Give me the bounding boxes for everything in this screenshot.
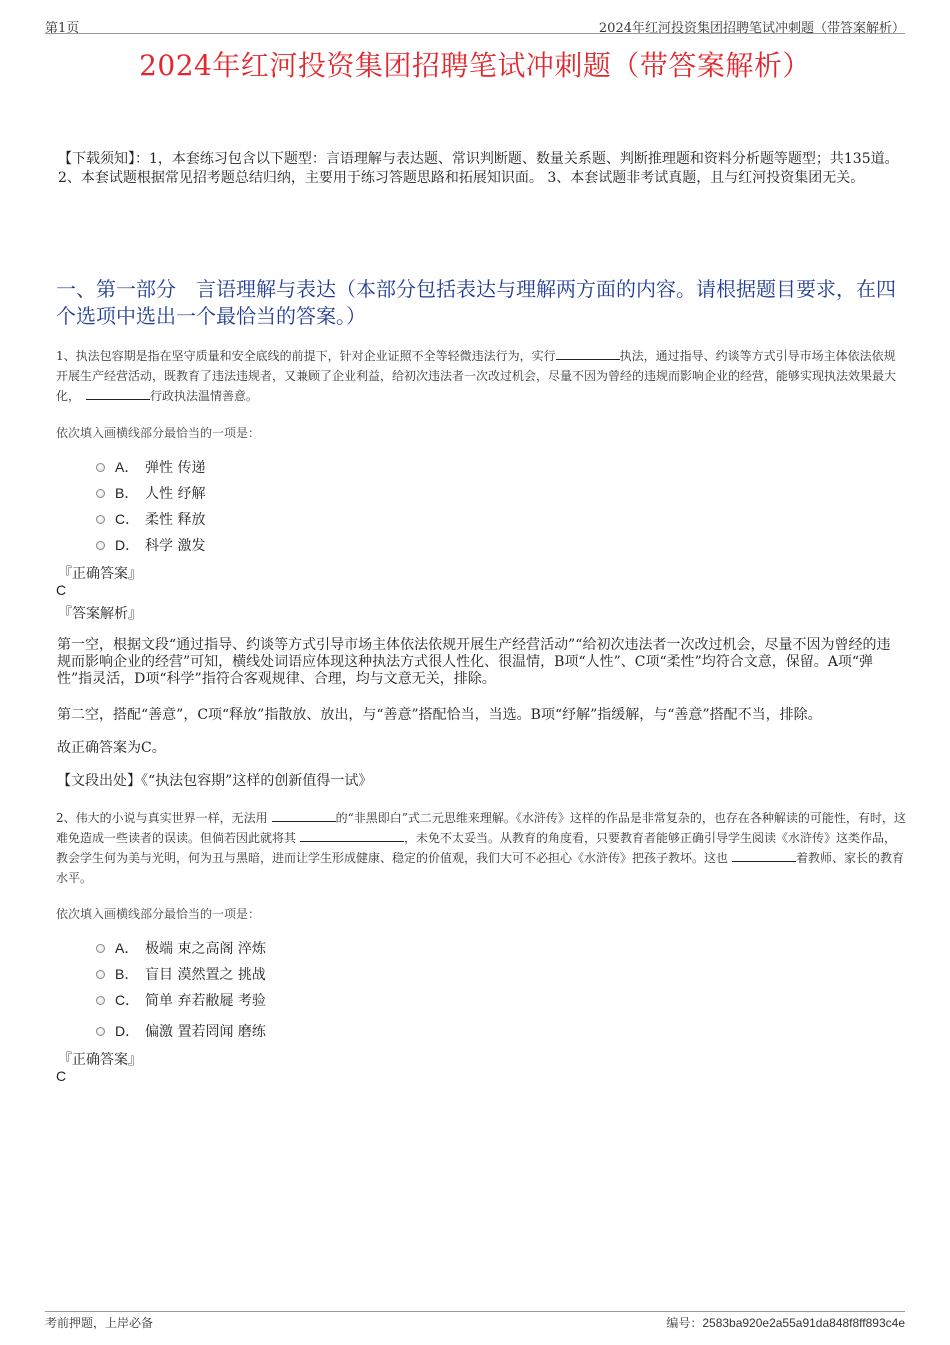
option-letter: C． — [115, 511, 140, 527]
question-2-text-part: ，未免不太妥当。从教育的角度看，只要教育者能够正确引导学生阅读《水浒传》这类作品，教会学生何为美与光明，何为丑与黑暗，进而让学生形成健康、稳定的价值观，我们大可不必担心《水浒传》把孩子教坏。这也 — [56, 831, 897, 865]
analysis-label: 『答案解析』 — [58, 606, 142, 622]
section-heading: 一、第一部分 言语理解与表达（本部分包括表达与理解两方面的内容。请根据题目要求，在四个选项中选出一个最恰当的答案。） — [56, 277, 896, 328]
blank-line — [86, 387, 150, 400]
radio-button-icon[interactable] — [96, 463, 105, 472]
option-letter: A． — [115, 940, 139, 956]
header-rule — [45, 33, 905, 34]
footer-rule — [45, 1311, 905, 1312]
option-text: 弹性 传递 — [145, 460, 206, 476]
question-2-text-part: 2、伟大的小说与真实世界一样，无法用 — [56, 811, 268, 825]
blank-line — [300, 829, 404, 842]
radio-button-icon[interactable] — [96, 1027, 105, 1036]
option-text: 简单 弃若敝屣 考验 — [145, 993, 266, 1009]
question-2-text-part: 的“非黑即白”式二元思维来理解。《水浒传》这样的作品是非常复杂的，也存在各种解读的可能性，有时，这难免造成一些读者的误读。但倘若因此就将其 — [56, 811, 906, 845]
option-text: 盲目 漠然置之 挑战 — [145, 967, 266, 983]
option-text: 人性 纾解 — [145, 486, 206, 502]
analysis-paragraph-2: 第二空，搭配“善意”，C项“释放”指散放、放出，与“善意”搭配恰当，当选。B项“纾解”指缓解，与“善意”搭配不当，排除。 — [57, 707, 822, 723]
question-1-text-part: 1、执法包容期是指在坚守质量和安全底线的前提下，针对企业证照不全等轻微违法行为，实行 — [56, 349, 556, 363]
blank-line — [732, 849, 796, 862]
document-id-label: 编号： — [666, 1316, 703, 1330]
question-1-stem — [56, 346, 906, 406]
option-text: 极端 束之高阁 淬炼 — [145, 941, 266, 957]
question-2-option-d[interactable] — [96, 1021, 266, 1041]
correct-answer: C — [56, 1068, 67, 1084]
radio-button-icon[interactable] — [96, 541, 105, 550]
document-title: 2024年红河投资集团招聘笔试冲刺题（带答案解析） — [139, 49, 811, 82]
question-1-option-a[interactable] — [96, 457, 205, 477]
question-2-stem — [56, 808, 906, 888]
radio-button-icon[interactable] — [96, 944, 105, 953]
analysis-conclusion: 故正确答案为C。 — [57, 740, 166, 756]
passage-source: 【文段出处】《“执法包容期”这样的创新值得一试》 — [57, 773, 373, 789]
question-2-option-b[interactable] — [96, 964, 266, 984]
question-1-text-part: 执法，通过指导、约谈等方式引导市场主体依法依规开展生产经营活动，既教育了违法违规者，又兼顾了企业利益，给初次违法者一次改过机会，尽量不因为曾经的违规而影响企业的经营，能够实现执法效果最大化， — [56, 349, 897, 403]
option-text: 科学 激发 — [145, 538, 206, 554]
option-text: 偏激 置若罔闻 磨练 — [145, 1024, 266, 1040]
option-text: 柔性 释放 — [145, 512, 206, 528]
option-letter: B． — [115, 485, 139, 501]
question-2-prompt: 依次填入画横线部分最恰当的一项是： — [56, 907, 261, 921]
question-1-option-d[interactable] — [96, 535, 205, 555]
radio-button-icon[interactable] — [96, 515, 105, 524]
document-id — [666, 1314, 905, 1331]
analysis-paragraph-1: 第一空，根据文段“通过指导、约谈等方式引导市场主体依法依规开展生产经营活动”“给初次违法者一次改过机会，尽量不因为曾经的违规而影响企业的经营”可知，横线处词语应体现这种执法方式很人性化、很温情，B项“人性”、C项“柔性”均符合文意，保留。A项“弹性”指灵活，D项“科学”指符合客观规律、合理，均与文意无关，排除。 — [57, 637, 891, 687]
blank-line — [272, 809, 336, 822]
question-1-text-part: 行政执法温情善意。 — [150, 389, 259, 403]
page-number: 第1页 — [45, 21, 80, 36]
download-notice: 【下载须知】：1，本套练习包含以下题型：言语理解与表达题、常识判断题、数量关系题、判断推理题和资料分析题等题型；共135道。 2、本套试题根据常见招考题总结归纳，主要用于练习答题思路和拓展知识面。 3、本套试题非考试真题，且与红河投资集团无关。 — [58, 151, 899, 186]
radio-button-icon[interactable] — [96, 970, 105, 979]
option-letter: D． — [115, 1023, 140, 1039]
question-1-option-c[interactable] — [96, 509, 205, 529]
correct-answer: C — [56, 582, 67, 598]
radio-button-icon[interactable] — [96, 489, 105, 498]
footer-slogan: 考前押题，上岸必备 — [45, 1316, 154, 1330]
option-letter: D． — [115, 537, 140, 553]
question-1-prompt: 依次填入画横线部分最恰当的一项是： — [56, 426, 261, 440]
question-2-option-a[interactable] — [96, 938, 266, 958]
question-2-option-c[interactable] — [96, 990, 266, 1010]
document-id-value: 2583ba920e2a55a91da848f8ff893c4e — [702, 1316, 905, 1330]
running-title: 2024年红河投资集团招聘笔试冲刺题（带答案解析） — [598, 21, 905, 36]
option-letter: A． — [115, 459, 139, 475]
blank-line — [556, 347, 620, 360]
question-2-text-part: 着教师、家长的教育水平。 — [56, 851, 905, 885]
option-letter: C． — [115, 992, 140, 1008]
radio-button-icon[interactable] — [96, 996, 105, 1005]
answer-label: 『正确答案』 — [58, 566, 142, 582]
answer-label: 『正确答案』 — [58, 1052, 142, 1068]
option-letter: B． — [115, 966, 139, 982]
question-1-option-b[interactable] — [96, 483, 205, 503]
